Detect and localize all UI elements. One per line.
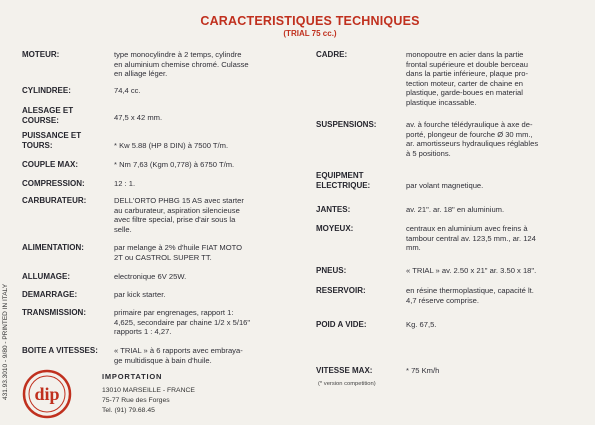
- spec-value-cylindree: 74,4 cc.: [114, 86, 141, 95]
- importer-title: IMPORTATION: [102, 372, 163, 381]
- spec-value-carburateur: DELL'ORTO PHBG 15 AS avec starter au carburateur, aspiration silencieuse avec filtre special, prise d'air sous la selle.: [114, 196, 244, 234]
- spec-label-allumage: ALLUMAGE:: [22, 272, 70, 281]
- spec-value-pneus: « TRIAL » av. 2.50 x 21" ar. 3.50 x 18".: [406, 266, 537, 275]
- spec-value-vitesse: * 75 Km/h: [406, 366, 440, 375]
- spec-value-transmission: primaire par engrenages, rapport 1: 4,625, secondaire par chaine 1/2 x 5/16" rapports 1 : 4,27.: [114, 308, 251, 337]
- spec-label-cylindree: CYLINDREE:: [22, 86, 71, 95]
- dip-logo-icon: [22, 369, 72, 419]
- spec-label-moteur: MOTEUR:: [22, 50, 60, 59]
- spec-label-transmission: TRANSMISSION:: [22, 308, 86, 317]
- spec-label-moyeux: MOYEUX:: [316, 224, 354, 233]
- logo-text: dip: [34, 384, 60, 404]
- spine-text: 431.93.3010 - 9/80 - PRINTED IN ITALY: [2, 283, 9, 400]
- footnote: (* version competition): [318, 381, 376, 387]
- spec-label-couple: COUPLE MAX:: [22, 160, 78, 169]
- spec-value-reservoir: en résine thermoplastique, capacité lt. 4,7 réserve comprise.: [406, 286, 534, 305]
- spec-value-allumage: electronique 6V 25W.: [114, 272, 187, 281]
- spec-value-suspensions: av. à fourche télédyraulique à axe de- porté, plongeur de fourche Ø 30 mm., ar. amortisseurs hydrauliques réglables à 5 positions.: [406, 120, 539, 158]
- spec-value-alesage: 47,5 x 42 mm.: [114, 113, 163, 122]
- importer-phone: Tel. (91) 79.68.45: [102, 407, 155, 414]
- spec-label-alimentation: ALIMENTATION:: [22, 243, 84, 252]
- spec-value-poid: Kg. 67,5.: [406, 320, 437, 329]
- spec-value-puissance: * Kw 5.88 (HP 8 DIN) à 7500 T/m.: [114, 141, 229, 150]
- page-title: CARACTERISTIQUES TECHNIQUES: [200, 14, 420, 28]
- spec-label-equipment: EQUIPMENT ELECTRIQUE:: [316, 171, 371, 190]
- spec-label-jantes: JANTES:: [316, 205, 351, 214]
- spec-label-boite: BOITE A VITESSES:: [22, 346, 98, 355]
- importer-city: 13010 MARSEILLE - FRANCE: [102, 387, 195, 394]
- spine-print-code: [2, 150, 16, 400]
- spec-label-suspensions: SUSPENSIONS:: [316, 120, 377, 129]
- spec-value-cadre: monopoutre en acier dans la partie frontal supérieure et double berceau dans la partie inférieure, plaque pro- tection moteur, carter de chaine en plastique, garde-boues en material plastique incassable.: [406, 50, 529, 107]
- spec-label-reservoir: RESERVOIR:: [316, 286, 366, 295]
- spec-label-carburateur: CARBURATEUR:: [22, 196, 87, 205]
- spec-value-moteur: type monocylindre à 2 temps, cylindre en aluminium chemise chromé. Culasse en alliage léger.: [114, 50, 249, 79]
- spec-value-couple: * Nm 7,63 (Kgm 0,778) à 6750 T/m.: [114, 160, 235, 169]
- spec-value-boite: « TRIAL » à 6 rapports avec embraya- ge multidisque à bain d'huile.: [114, 346, 243, 365]
- importer-street: 75-77 Rue des Forges: [102, 397, 170, 404]
- spec-label-puissance: PUISSANCE ET TOURS:: [22, 131, 82, 150]
- spec-label-cadre: CADRE:: [316, 50, 348, 59]
- spec-value-alimentation: par melange à 2% d'huile FIAT MOTO 2T ou CASTROL SUPER TT.: [114, 243, 243, 262]
- spec-label-pneus: PNEUS:: [316, 266, 347, 275]
- page-subtitle: (TRIAL 75 cc.): [283, 29, 337, 38]
- spec-label-demarrage: DEMARRAGE:: [22, 290, 78, 299]
- spec-value-equipment: par volant magnetique.: [406, 181, 484, 190]
- spec-label-alesage: ALESAGE ET COURSE:: [22, 106, 74, 125]
- spec-value-moyeux: centraux en aluminium avec freins à tambour central av. 123,5 mm., ar. 124 mm.: [406, 224, 536, 253]
- spec-label-compression: COMPRESSION:: [22, 179, 85, 188]
- spec-value-compression: 12 : 1.: [114, 179, 136, 188]
- dip-logo: [22, 369, 72, 419]
- spec-value-jantes: av. 21". ar. 18" en aluminium.: [406, 205, 505, 214]
- spec-value-demarrage: par kick starter.: [114, 290, 166, 299]
- spec-label-vitesse: VITESSE MAX:: [316, 366, 373, 375]
- spec-label-poid: POID A VIDE:: [316, 320, 367, 329]
